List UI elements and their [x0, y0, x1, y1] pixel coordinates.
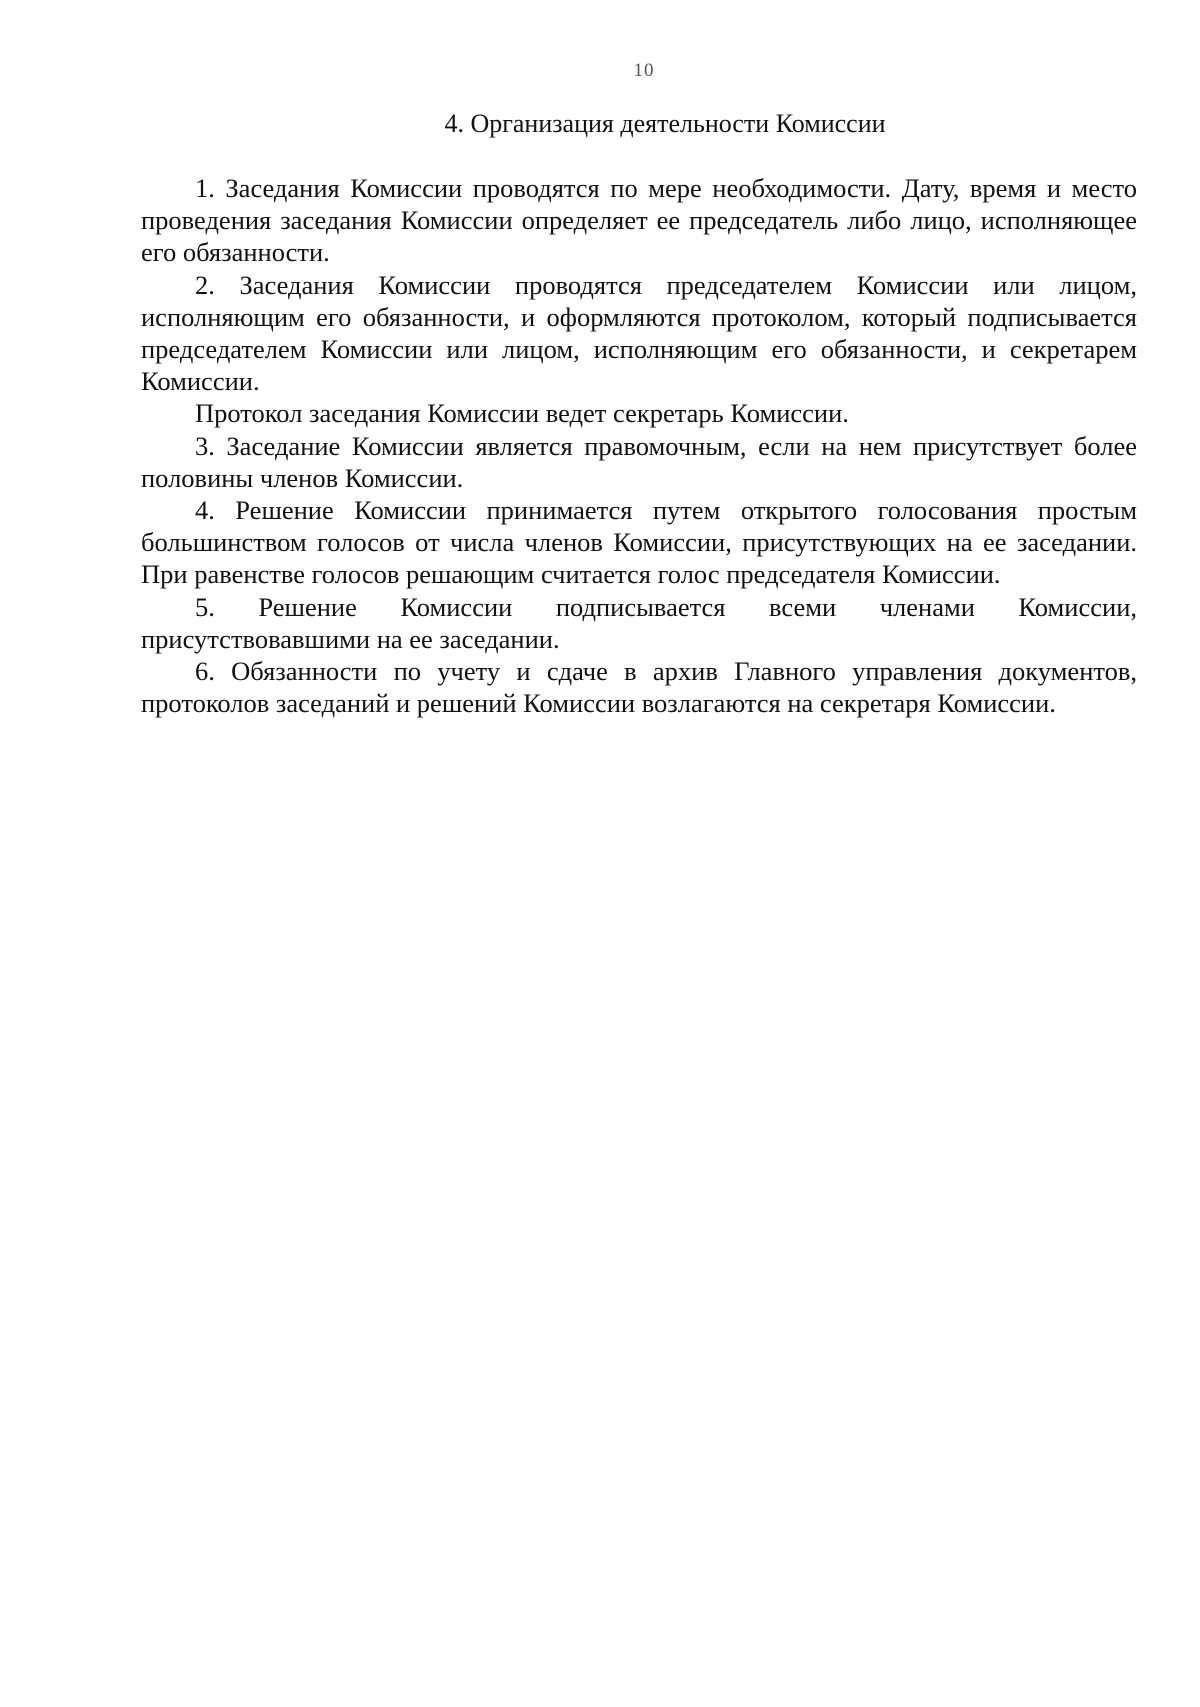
- paragraph-item-4: 4. Решение Комиссии принимается путем открытого голосования простым большинством голосов от числа членов Комиссии, присутствующих на ее заседании. При равенстве голосов решающим считается голос председателя Комиссии.: [141, 495, 1137, 590]
- page-number: 10: [633, 60, 655, 81]
- paragraph-item-5: 5. Решение Комиссии подписывается всеми членами Комиссии, присутствовавшими на ее заседании.: [141, 591, 1137, 654]
- paragraph-protocol: Протокол заседания Комиссии ведет секретарь Комиссии.: [195, 398, 849, 429]
- paragraph-item-1: 1. Заседания Комиссии проводятся по мере необходимости. Дату, время и место проведения заседания Комиссии определяет ее председатель либо лицо, исполняющее его обязанности.: [141, 173, 1137, 268]
- document-body: [141, 172, 1137, 719]
- paragraph-item-6: 6. Обязанности по учету и сдаче в архив Главного управления документов, протоколов заседаний и решений Комиссии возлагаются на секретаря Комиссии.: [141, 656, 1137, 719]
- paragraph-item-2: 2. Заседания Комиссии проводятся председателем Комиссии или лицом, исполняющим его обязанности, и оформляются протоколом, который подписывается председателем Комиссии или лицом, исполняющим его обязанности, и секретарем Комиссии.: [141, 269, 1137, 397]
- section-title: 4. Организация деятельности Комиссии: [444, 109, 886, 138]
- paragraph-item-3: 3. Заседание Комиссии является правомочным, если на нем присутствует более половины членов Комиссии.: [141, 430, 1137, 493]
